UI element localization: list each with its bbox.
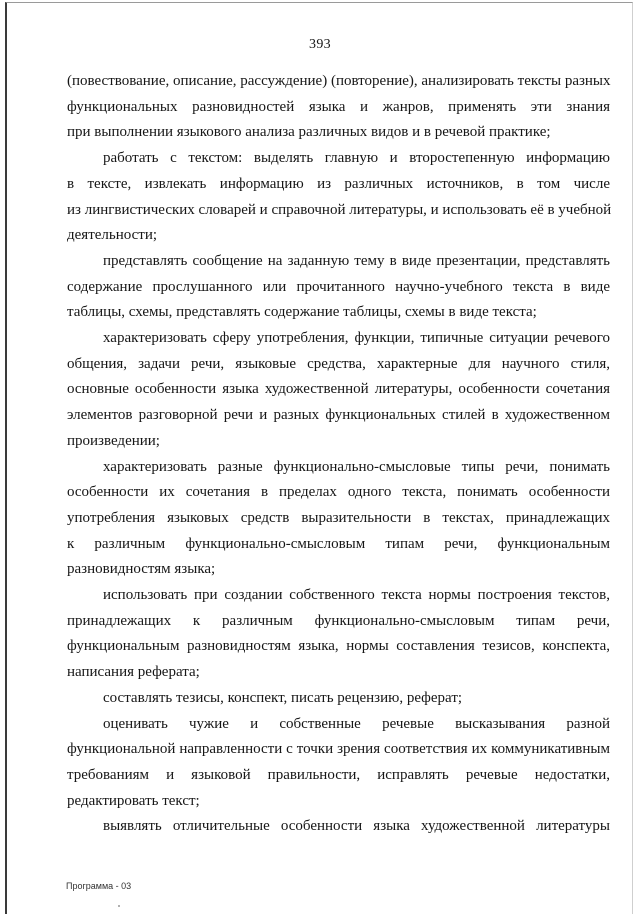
text-line: редактировать текст;: [67, 792, 200, 809]
paragraph: [67, 712, 610, 815]
text-line: использовать при создании собственного текста нормы построения текстов,: [103, 587, 610, 604]
text-line: функциональных разновидностей языка и жанров, применять эти знания: [67, 98, 610, 115]
text-line: особенности их сочетания в пределах одного текста, понимать особенности: [67, 484, 610, 501]
paragraph: [67, 326, 610, 455]
page-number: 393: [309, 37, 331, 52]
paragraph: [67, 686, 610, 712]
text-line: в тексте, извлекать информацию из различных источников, в том числе: [67, 175, 610, 192]
text-line: деятельности;: [67, 227, 158, 244]
paragraph: [67, 814, 610, 840]
text-line: произведении;: [67, 432, 160, 449]
text-line: составлять тезисы, конспект, писать рецензию, реферат;: [103, 689, 463, 706]
text-line: содержание прослушанного или прочитанного научно-учебного текста в виде: [67, 278, 610, 295]
paragraph: [67, 583, 610, 686]
text-line: требованиям и языковой правильности, исправлять речевые недостатки,: [67, 766, 610, 783]
text-line: функциональной направленности с точки зрения соответствия их коммуникативным: [67, 741, 610, 758]
text-line: при выполнении языкового анализа различных видов и в речевой практике;: [67, 124, 551, 141]
paragraph: [67, 249, 610, 326]
text-line: (повествование, описание, рассуждение) (повторение), анализировать тексты разных: [67, 73, 611, 89]
text-line: элементов разговорной речи и разных функциональных стилей в художественном: [67, 407, 610, 424]
paragraph: [67, 455, 610, 584]
text-line: характеризовать сферу употребления, функции, типичные ситуации речевого: [103, 330, 610, 347]
text-line: разновидностям языка;: [67, 561, 216, 578]
text-line: употребления языковых средств выразительности в текстах, принадлежащих: [67, 509, 610, 526]
text-line: из лингвистических словарей и справочной литературы, и использовать её в учебной: [67, 201, 612, 218]
text-line: представлять сообщение на заданную тему в виде презентации, представлять: [103, 252, 610, 269]
text-line: написания реферата;: [67, 664, 200, 681]
document-footer: Программа - 03: [66, 881, 132, 891]
text-line: оценивать чужие и собственные речевые высказывания разной: [103, 715, 610, 732]
paragraph: [67, 69, 610, 146]
paragraph: [67, 146, 610, 249]
text-line: к различным функционально-смысловым типам речи, функциональным: [67, 535, 610, 552]
text-line: работать с текстом: выделять главную и второстепенную информацию: [103, 150, 610, 167]
text-line: характеризовать разные функционально-смысловые типы речи, понимать: [103, 458, 610, 475]
text-line: выявлять отличительные особенности языка художественной литературы: [103, 818, 610, 835]
scan-speck: [118, 905, 120, 907]
text-line: принадлежащих к различным функционально-смысловым типам речи,: [67, 612, 610, 629]
document-body: [67, 69, 610, 840]
text-line: таблицы, схемы, представлять содержание таблицы, схемы в виде текста;: [67, 304, 537, 321]
text-line: основные особенности языка художественной литературы, особенности сочетания: [67, 381, 610, 398]
text-line: общения, задачи речи, языковые средства, характерные для научного стиля,: [67, 355, 610, 372]
text-line: функциональным разновидностям языка, нормы составления тезисов, конспекта,: [67, 638, 610, 655]
